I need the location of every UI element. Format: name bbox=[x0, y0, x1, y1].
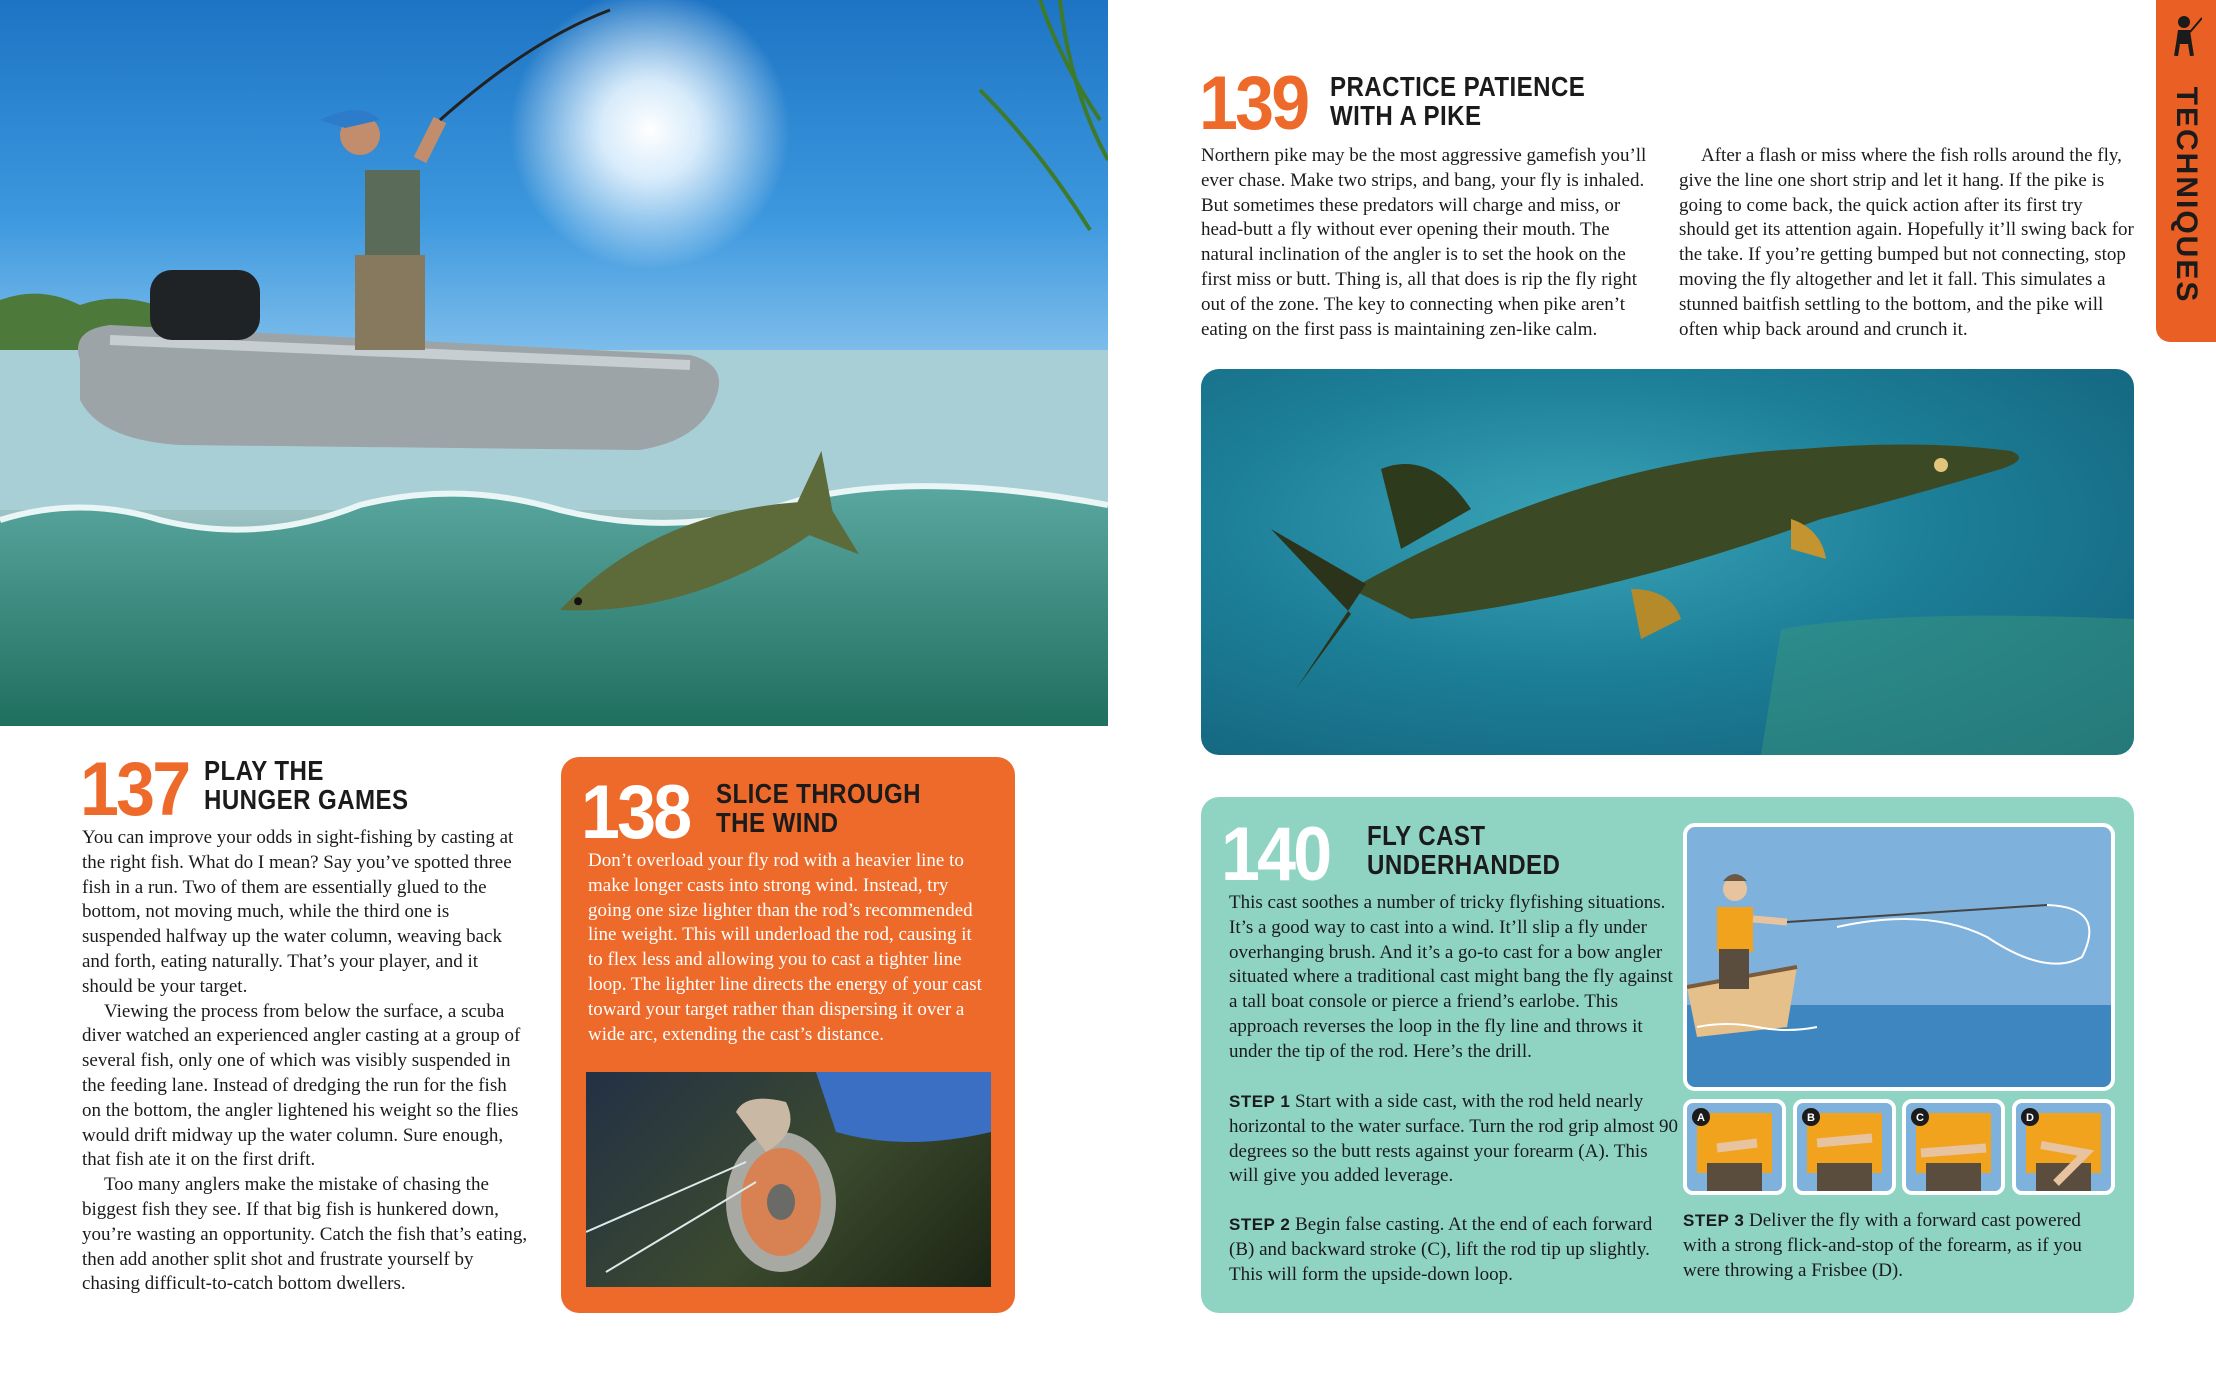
pike-illustration bbox=[1201, 369, 2134, 755]
panel-a-label: A bbox=[1697, 1112, 1705, 1124]
tip-139-title-line1: PRACTICE PATIENCE bbox=[1330, 71, 1586, 102]
panel-b-label: B bbox=[1807, 1112, 1815, 1124]
angler-casting-illustration bbox=[1687, 827, 2111, 1087]
section-tab-label: TECHNIQUES bbox=[2170, 86, 2203, 304]
tip-137-title-line2: HUNGER GAMES bbox=[204, 784, 409, 815]
tip-137-paragraph-3: Too many anglers make the mistake of chasing the biggest fish they see. If that big fish is hunkered down, you’re wasting an opportunity. Catch the fish that’s eating, then add another split shot and frustrate yourself by chasing difficult-to-catch bottom dwellers. bbox=[82, 1174, 528, 1295]
tip-139-title-line2: WITH A PIKE bbox=[1330, 100, 1482, 131]
tip-140-title-line2: UNDERHANDED bbox=[1367, 849, 1561, 880]
tip-138-box bbox=[561, 757, 1015, 1313]
tip-138-title-line2: THE WIND bbox=[716, 807, 839, 838]
tip-140-title-line1: FLY CAST bbox=[1367, 820, 1486, 851]
tip-138-title bbox=[716, 779, 921, 837]
tip-140-step-3 bbox=[1683, 1209, 2108, 1283]
tip-140-title bbox=[1367, 821, 1560, 879]
forward-stroke-b-illustration bbox=[1797, 1103, 1892, 1191]
tip-138-title-line1: SLICE THROUGH bbox=[716, 778, 921, 809]
step-3-label: STEP 3 bbox=[1683, 1211, 1745, 1230]
step-3-text: Deliver the fly with a forward cast powered with a strong flick-and-stop of the forearm, as if you were throwing a Frisbee (D). bbox=[1683, 1210, 2082, 1281]
tip-137-title-line1: PLAY THE bbox=[204, 755, 324, 786]
tip-140-intro: This cast soothes a number of tricky flyfishing situations. It’s a good way to cast into a wind. It’ll slip a fly under overhanging brush. And it’s a go-to cast for a bow angler situated where a traditional cast might bang the fly against a tall boat console or pierce a friend’s earlobe. This approach reverses the loop in the fly line and throws it under the tip of the rod. Here’s the drill. bbox=[1229, 892, 1673, 1062]
delivery-d-illustration bbox=[2016, 1103, 2111, 1191]
angler-icon bbox=[2170, 14, 2202, 56]
step-2-text: Begin false casting. At the end of each forward (B) and backward stroke (C), lift the rod tip up slightly. This will form the upside-down loop. bbox=[1229, 1214, 1653, 1285]
tip-138-number: 138 bbox=[581, 770, 690, 855]
tip-138-text: Don’t overload your fly rod with a heavier line to make longer casts into strong wind. Instead, try going one size lighter than the rod’s recommended line weight. This will underload the rod, causing it to flex less and allowing you to cast a tighter line loop. The lighter line directs the energy of your cast toward your target rather than dispersing it over a wide arc, extending the cast’s distance. bbox=[588, 850, 982, 1045]
tip-139-title bbox=[1330, 72, 1585, 130]
panel-a bbox=[1683, 1099, 1786, 1195]
underhand-cast-illustration bbox=[1683, 823, 2115, 1091]
panel-c bbox=[1902, 1099, 2005, 1195]
fly-reel-illustration bbox=[586, 1072, 991, 1287]
pike-underwater-photo bbox=[1201, 369, 2134, 755]
tip-137-body bbox=[82, 826, 528, 1297]
tip-137-title bbox=[204, 756, 409, 814]
tip-139-col2: After a flash or miss where the fish rolls around the fly, give the line one short strip and let it hang. If the pike is going to come back, the quick action after its first try should get its attention again. Hopefully it’ll swing back for the take. If you’re getting bumped but not connecting, stop moving the fly altogether and let it fall. This simulates a stunned baitfish settling to the bottom, and the pike will often whip back around and crunch it. bbox=[1679, 145, 2134, 340]
step-1-label: STEP 1 bbox=[1229, 1092, 1291, 1111]
panel-b bbox=[1793, 1099, 1896, 1195]
tip-137-paragraph-2: Viewing the process from below the surface, a scuba diver watched an experienced angler casting at a group of several fish, only one of which was visibly suspended in the feeding lane. Instead of dredging the run for the fish on the bottom, the angler lightened his weight so the flies would drift midway up the water column. Sure enough, that fish ate it on the first drift. bbox=[82, 1000, 521, 1171]
tip-140-number: 140 bbox=[1221, 812, 1330, 897]
angler-boat-photo bbox=[0, 0, 1108, 726]
tip-137-number: 137 bbox=[80, 747, 189, 832]
panel-c-label: C bbox=[1916, 1112, 1924, 1124]
section-tab bbox=[2156, 0, 2216, 342]
tip-140-step-2 bbox=[1229, 1213, 1679, 1287]
panel-d-label: D bbox=[2026, 1112, 2034, 1124]
panel-d bbox=[2012, 1099, 2115, 1195]
tip-139-col1: Northern pike may be the most aggressive gamefish you’ll ever chase. Make two strips, and bang, your fly is inhaled. But sometimes these predators will charge and miss, or head-butt a fly without ever opening their mouth. The natural inclination of the angler is to set the hook on the first miss or butt. Thing is, all that does is rip the fly right out of the zone. The key to connecting when pike aren’t eating on the first pass is maintaining zen-like calm. bbox=[1201, 145, 1647, 340]
rod-grip-a-illustration bbox=[1687, 1103, 1782, 1191]
angler-boat-illustration bbox=[0, 0, 1108, 726]
fly-reel-photo bbox=[586, 1072, 991, 1287]
step-1-text: Start with a side cast, with the rod held nearly horizontal to the water surface. Turn the rod grip almost 90 degrees so the butt rests against your forearm (A). This will give you added leverage. bbox=[1229, 1091, 1679, 1187]
step-2-label: STEP 2 bbox=[1229, 1215, 1291, 1234]
tip-140-step-1 bbox=[1229, 1090, 1679, 1189]
tip-139-number: 139 bbox=[1199, 61, 1308, 146]
tip-140-box bbox=[1201, 797, 2134, 1313]
tip-137-paragraph-1: You can improve your odds in sight-fishing by casting at the right fish. What do I mean? Say you’ve spotted three fish in a run. Two of them are essentially glued to the bottom, not moving much, while the third one is suspended halfway up the water column, weaving back and forth, eating naturally. That’s your player, and it should be your target. bbox=[82, 827, 514, 997]
backward-stroke-c-illustration bbox=[1906, 1103, 2001, 1191]
